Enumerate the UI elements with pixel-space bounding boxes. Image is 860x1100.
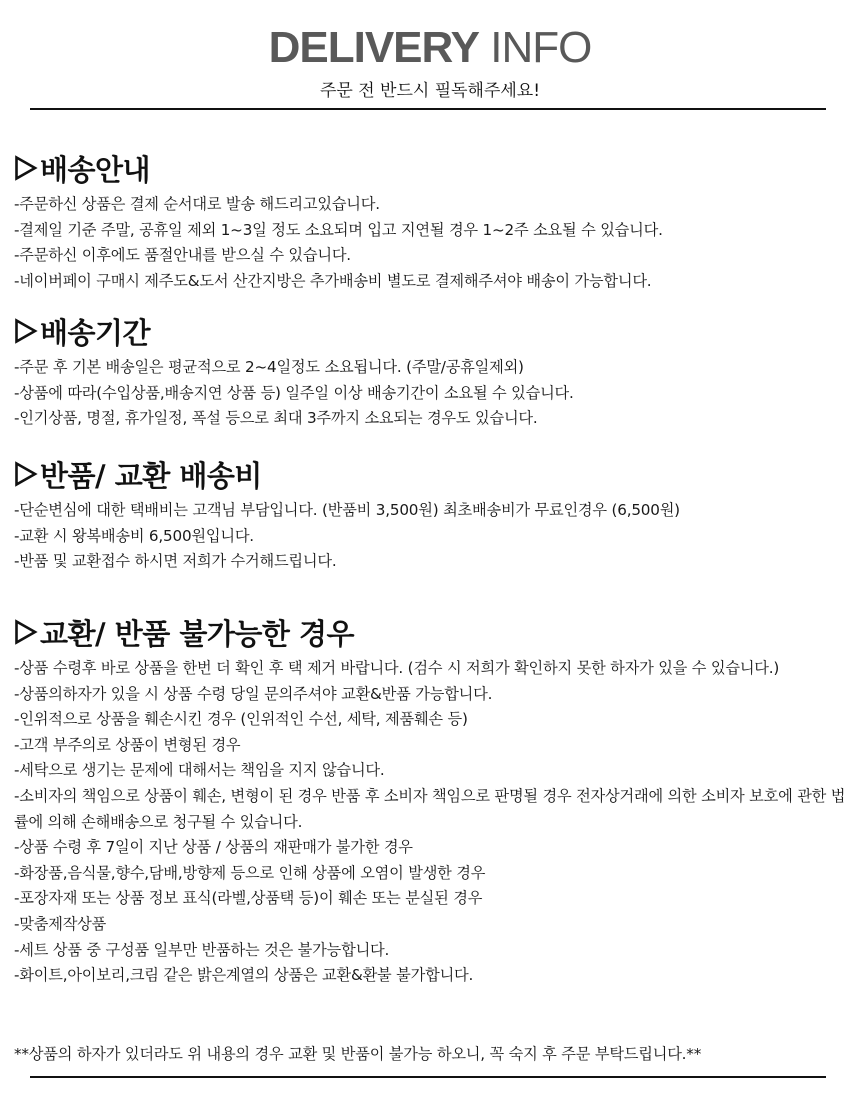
section-title-text: 배송안내 (40, 152, 151, 187)
section-shipping-period (14, 311, 846, 432)
list-item: -상품 수령 후 7일이 지난 상품 / 상품의 재판매가 불가한 경우 (14, 838, 413, 857)
triangle-right-outline-icon (14, 619, 38, 645)
list-item: -반품 및 교환접수 하시면 저희가 수거해드립니다. (14, 552, 337, 571)
section-return-exchange-fee (14, 454, 846, 575)
list-item: -네이버페이 구매시 제주도&도서 산간지방은 추가배송비 별도로 결제해주셔야 배송이 가능합니다. (14, 271, 652, 290)
triangle-right-outline-icon (14, 461, 38, 487)
list-item: -화이트,아이보리,크림 같은 밝은계열의 상품은 교환&환불 불가합니다. (14, 966, 474, 985)
list-item: -세탁으로 생기는 문제에 대해서는 책임을 지지 않습니다. (14, 761, 385, 780)
section-title (14, 311, 846, 351)
list-item: -소비자의 책임으로 상품이 훼손, 변형이 된 경우 반품 후 소비자 책임으로 판명될 경우 전자상거래에 의한 소비자 보호에 관한 법률에 의해 손해배송으로 청구될 수 있습니다. (14, 786, 846, 831)
list-item: -포장자재 또는 상품 정보 표식(라벨,상품택 등)이 훼손 또는 분실된 경우 (14, 889, 483, 908)
list-item: -세트 상품 중 구성품 일부만 반품하는 것은 불가능합니다. (14, 940, 390, 959)
section-non-returnable-cases (14, 612, 846, 989)
top-divider (30, 108, 826, 110)
list-item: -주문 후 기본 배송일은 평균적으로 2~4일정도 소요됩니다. (주말/공휴일제외) (14, 358, 524, 376)
triangle-right-outline-icon (14, 155, 38, 181)
list-item: -인위적으로 상품을 훼손시킨 경우 (인위적인 수선, 세탁, 제품훼손 등) (14, 710, 468, 729)
section-title-text: 교환/ 반품 불가능한 경우 (40, 616, 355, 651)
list-item: -상품의하자가 있을 시 상품 수령 당일 문의주셔야 교환&반품 가능합니다. (14, 684, 493, 703)
list-item: -결제일 기준 주말, 공휴일 제외 1~3일 정도 소요되며 입고 지연될 경우 1~2주 소요될 수 있습니다. (14, 220, 663, 239)
list-item: -인기상품, 명절, 휴가일정, 폭설 등으로 최대 3주까지 소요되는 경우도 있습니다. (14, 409, 538, 428)
section-title (14, 454, 846, 494)
footer-note: **상품의 하자가 있더라도 위 내용의 경우 교환 및 반품이 불가능 하오니, 꼭 숙지 후 주문 부탁드립니다.** (14, 1045, 702, 1063)
list-item: -화장품,음식물,향수,담배,방향제 등으로 인해 상품에 오염이 발생한 경우 (14, 863, 486, 882)
section-title (14, 612, 846, 652)
page-title (0, 22, 860, 74)
bottom-divider (30, 1076, 826, 1078)
list-item: -단순변심에 대한 택배비는 고객님 부담입니다. (반품비 3,500원) 최초배송비가 무료인경우 (6,500원) (14, 501, 680, 519)
section-lines (14, 656, 846, 989)
page-title-bold: DELIVERY (268, 23, 480, 72)
list-item: -상품 수령후 바로 상품을 한번 더 확인 후 택 제거 바랍니다. (검수 시 저희가 확인하지 못한 하자가 있을 수 있습니다.) (14, 659, 780, 677)
page-title-light: INFO (490, 23, 592, 72)
section-title-text: 반품/ 교환 배송비 (40, 458, 262, 493)
list-item: -주문하신 상품은 결제 순서대로 발송 해드리고있습니다. (14, 195, 380, 213)
section-lines (14, 355, 846, 432)
triangle-right-outline-icon (14, 318, 38, 344)
section-shipping-info (14, 148, 846, 294)
section-title-text: 배송기간 (40, 315, 151, 350)
section-lines (14, 498, 846, 575)
section-title (14, 148, 846, 188)
list-item: -맞춤제작상품 (14, 914, 107, 933)
list-item: -교환 시 왕복배송비 6,500원입니다. (14, 526, 254, 545)
section-lines (14, 192, 846, 294)
list-item: -상품에 따라(수입상품,배송지연 상품 등) 일주일 이상 배송기간이 소요될 수 있습니다. (14, 383, 574, 402)
page-subtitle: 주문 전 반드시 필독해주세요! (319, 81, 541, 101)
list-item: -주문하신 이후에도 품절안내를 받으실 수 있습니다. (14, 246, 351, 265)
header (0, 22, 860, 104)
list-item: -고객 부주의로 상품이 변형된 경우 (14, 735, 241, 754)
